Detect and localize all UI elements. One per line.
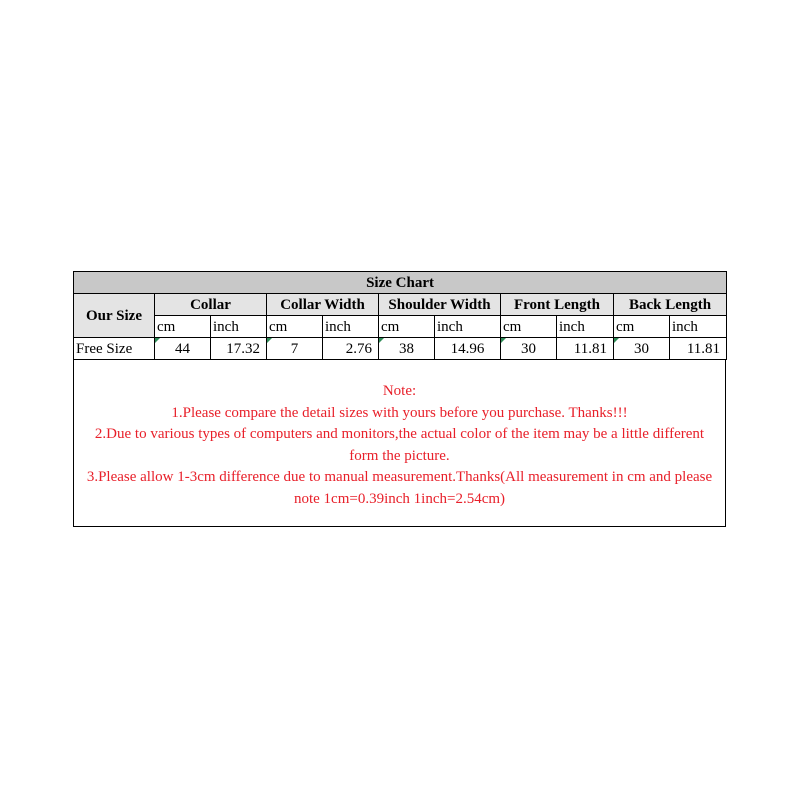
note-line: 3.Please allow 1-3cm difference due to manual measurement.Thanks(All measurement in cm and please note 1cm=0.39inch 1inch=2.54cm) [86, 469, 713, 507]
unit-cell: inch [323, 316, 379, 338]
group-header-front-length: Front Length [501, 294, 614, 316]
value-cell [211, 338, 267, 360]
value-text: 17.32 [226, 340, 260, 357]
value-cell [323, 338, 379, 360]
value-text: 11.81 [686, 340, 721, 357]
value-cell [155, 338, 211, 360]
table-title: Size Chart [74, 272, 727, 294]
unit-cell: inch [435, 316, 501, 338]
unit-cell: inch [211, 316, 267, 338]
value-text: 2.76 [345, 340, 372, 357]
value-cell [267, 338, 323, 360]
group-header-collar-width: Collar Width [267, 294, 379, 316]
value-cell [379, 338, 435, 360]
size-chart-container [73, 271, 726, 527]
unit-cell: cm [614, 316, 670, 338]
value-cell [670, 338, 727, 360]
value-cell [557, 338, 614, 360]
value-cell [614, 338, 670, 360]
note-line: 1.Please compare the detail sizes with yours before you purchase. Thanks!!! [171, 404, 628, 421]
cell-marker-icon [155, 338, 160, 343]
value-cell [435, 338, 501, 360]
size-chart-table [73, 271, 727, 360]
value-text: 14.96 [450, 340, 485, 357]
value-text: 11.81 [573, 340, 607, 357]
group-header-back-length: Back Length [614, 294, 727, 316]
size-column-header: Our Size [74, 294, 155, 338]
unit-cell: inch [557, 316, 614, 338]
value-text: 30 [521, 340, 536, 357]
note-heading: Note: [382, 383, 417, 399]
value-cell [501, 338, 557, 360]
unit-cell: cm [155, 316, 211, 338]
value-text: 7 [290, 340, 299, 357]
unit-cell: inch [670, 316, 727, 338]
units-row [74, 316, 727, 338]
unit-cell: cm [379, 316, 435, 338]
note-line: 2.Due to various types of computers and monitors,the actual color of the item may be a little different form the picture. [94, 426, 705, 464]
size-cell: Free Size [74, 338, 155, 360]
group-header-collar: Collar [155, 294, 267, 316]
cell-marker-icon [501, 338, 506, 343]
table-row [74, 338, 727, 360]
cell-marker-icon [614, 338, 619, 343]
unit-cell: cm [267, 316, 323, 338]
value-text: 44 [175, 340, 190, 357]
value-text: 38 [399, 340, 414, 357]
note-box [73, 360, 726, 527]
value-text: 30 [634, 340, 649, 357]
unit-cell: cm [501, 316, 557, 338]
cell-marker-icon [267, 338, 272, 343]
cell-marker-icon [379, 338, 384, 343]
group-header-shoulder-width: Shoulder Width [379, 294, 501, 316]
